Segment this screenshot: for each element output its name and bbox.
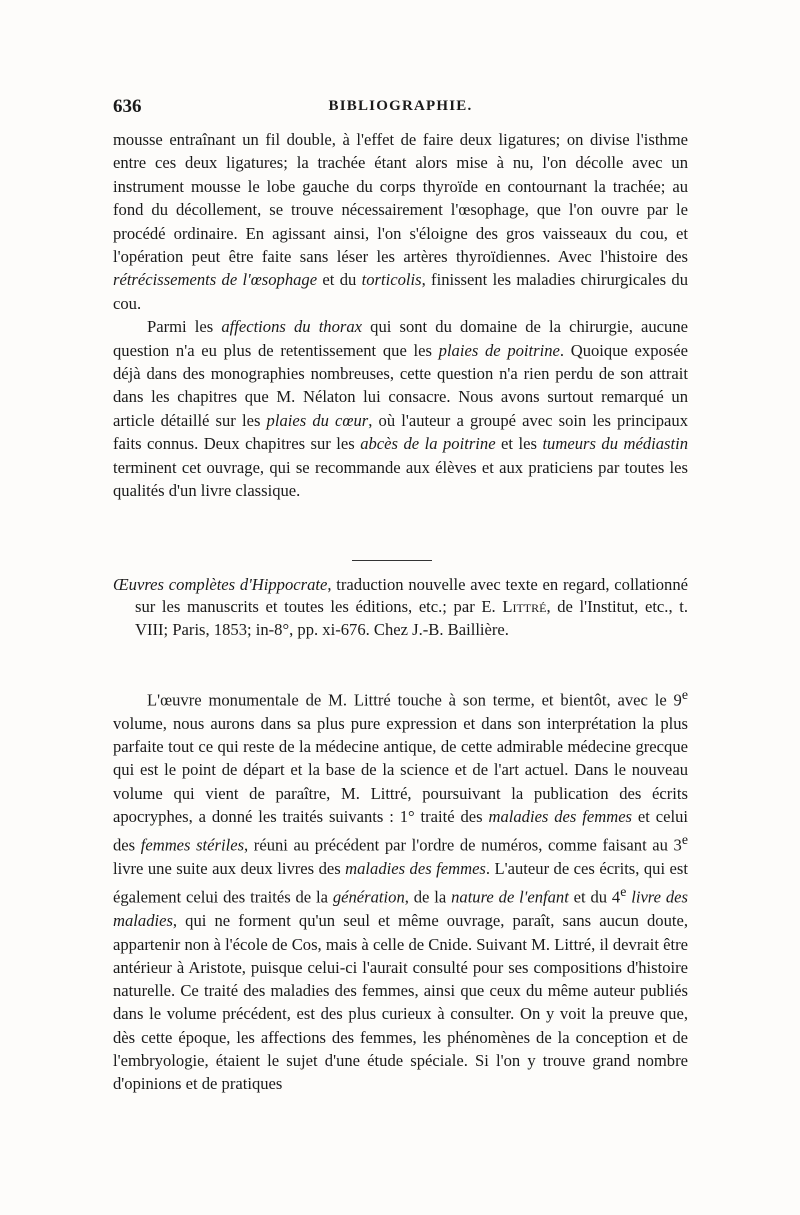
text-run: , traduction nouvelle avec texte en regard, collationné sur les manuscrits et toutes les éditions, etc.; par E. <box>135 575 689 617</box>
page-header <box>113 96 688 120</box>
italic-term: tumeurs du médiastin <box>542 434 689 454</box>
italic-term: rétrécissements de l'œsophage <box>113 270 318 290</box>
text-run: L'œuvre monumentale de M. Littré touche à son terme, et bientôt, avec le 9 <box>147 690 682 710</box>
text-run: , réuni au précédent par l'ordre de numéros, comme faisant au 3 <box>244 835 682 855</box>
text-run: terminent cet ouvrage, qui se recommande aux élèves et aux praticiens par toutes les qualités d'un livre classique. <box>113 457 688 501</box>
italic-term: livre des maladies <box>113 887 688 931</box>
text-run: , de l'Institut, etc., t. VIII; Paris, 1853; in-8°, pp. xi-676. Chez J.-B. Baillière. <box>135 597 688 639</box>
superscript: e <box>681 832 688 848</box>
italic-term: abcès de la poitrine <box>360 434 496 454</box>
italic-term: maladies des femmes <box>345 859 486 879</box>
text-run: Parmi les <box>147 317 222 337</box>
text-run: . Quoique exposée déjà dans des monographies nombreuses, cette question n'a rien perdu de son attrait dans les chapitres que M. Nélaton lui consacre. Nous avons surtout remarqué un article détaillé sur les <box>113 340 688 430</box>
text-run: , qui ne forment qu'un seul et même ouvrage, paraît, sans aucun doute, appartenir non à l'école de Cos, mais à celle de Cnide. Suivant M. Littré, il devrait être antérieur à Aristote, puisque celui-ci l'aurait consulté pour ses compositions d'histoire naturelle. Ce traité des maladies des femmes, ainsi que ceux du même auteur publiés dans le volume précédent, est des plus curieux à consulter. On y voit la preuve que, dès cette époque, les affections des femmes, les phénomènes de la conception et de l'embryologie, étaient le sujet d'une étude spéciale. Si l'on y trouve grand nombre d'opinions et de pratiques <box>113 911 688 1094</box>
paragraph-review <box>113 683 688 1096</box>
continuation-text <box>113 128 688 503</box>
text-run: volume, nous aurons dans sa plus pure expression et dans son interprétation la plus parfaite tout ce qui reste de la médecine antique, de cette admirable médecine grecque qui est le point de départ et la base de la science et de l'art actuel. Dans le nouveau volume qui vient de paraître, M. Littré, poursuivant la publication des écrits apocryphes, a donné les traités suivants : 1° traité des <box>113 713 688 827</box>
italic-term: plaies du cœur <box>266 410 369 430</box>
italic-term: affections du thorax <box>221 317 363 337</box>
italic-term: génération <box>332 887 405 907</box>
section-divider <box>352 560 432 561</box>
italic-term: femmes stériles <box>140 835 245 855</box>
text-run: , finissent les maladies chirurgicales du cou. <box>113 270 688 313</box>
paragraph-thorax <box>113 315 688 502</box>
reference-entry <box>113 574 688 641</box>
text-run: , de la <box>404 887 452 907</box>
author-name: Littré <box>502 597 547 617</box>
text-run: et du 4 <box>568 887 621 907</box>
superscript: e <box>681 687 688 702</box>
text-run: . L'auteur de ces écrits, qui est également celui des traités de la <box>113 859 688 907</box>
text-run: et du <box>317 270 362 290</box>
text-run: et celui des <box>113 807 688 855</box>
text-run: livre une suite aux deux livres des <box>113 859 346 879</box>
text-run: qui sont du domaine de la chirurgie, aucune question n'a eu plus de retentissement que les <box>113 317 689 360</box>
superscript: e <box>620 884 627 900</box>
italic-term: nature de l'enfant <box>451 887 569 907</box>
review-text <box>113 683 688 1096</box>
paragraph-esophagus <box>113 128 688 315</box>
text-run: mousse entraînant un fil double, à l'effet de faire deux ligatures; on divise l'isthme entre ces deux ligatures; la trachée étant alors mise à nu, l'on décolle avec un instrument mousse le lobe gauche du corps thyroïde en contournant la trachée; au fond du décollement, se trouve nécessairement l'œsophage, que l'on ouvre par le procédé ordinaire. En agissant ainsi, l'on s'éloigne des gros vaisseaux du cou, et l'opération peut être faite sans léser les artères thyroïdiennes. Avec l'histoire des <box>113 130 688 267</box>
bibliographic-reference <box>113 574 688 641</box>
text-run: et les <box>495 434 543 454</box>
italic-term: plaies de poitrine <box>438 340 560 360</box>
book-title: Œuvres complètes d'Hippocrate <box>113 575 328 594</box>
running-title: BIBLIOGRAPHIE. <box>328 98 473 114</box>
page-number: 636 <box>113 96 142 117</box>
italic-term: maladies des femmes <box>488 807 633 827</box>
text-run: , où l'auteur a groupé avec soin les principaux faits connus. Deux chapitres sur les <box>113 410 688 454</box>
italic-term: torticolis <box>361 270 422 290</box>
